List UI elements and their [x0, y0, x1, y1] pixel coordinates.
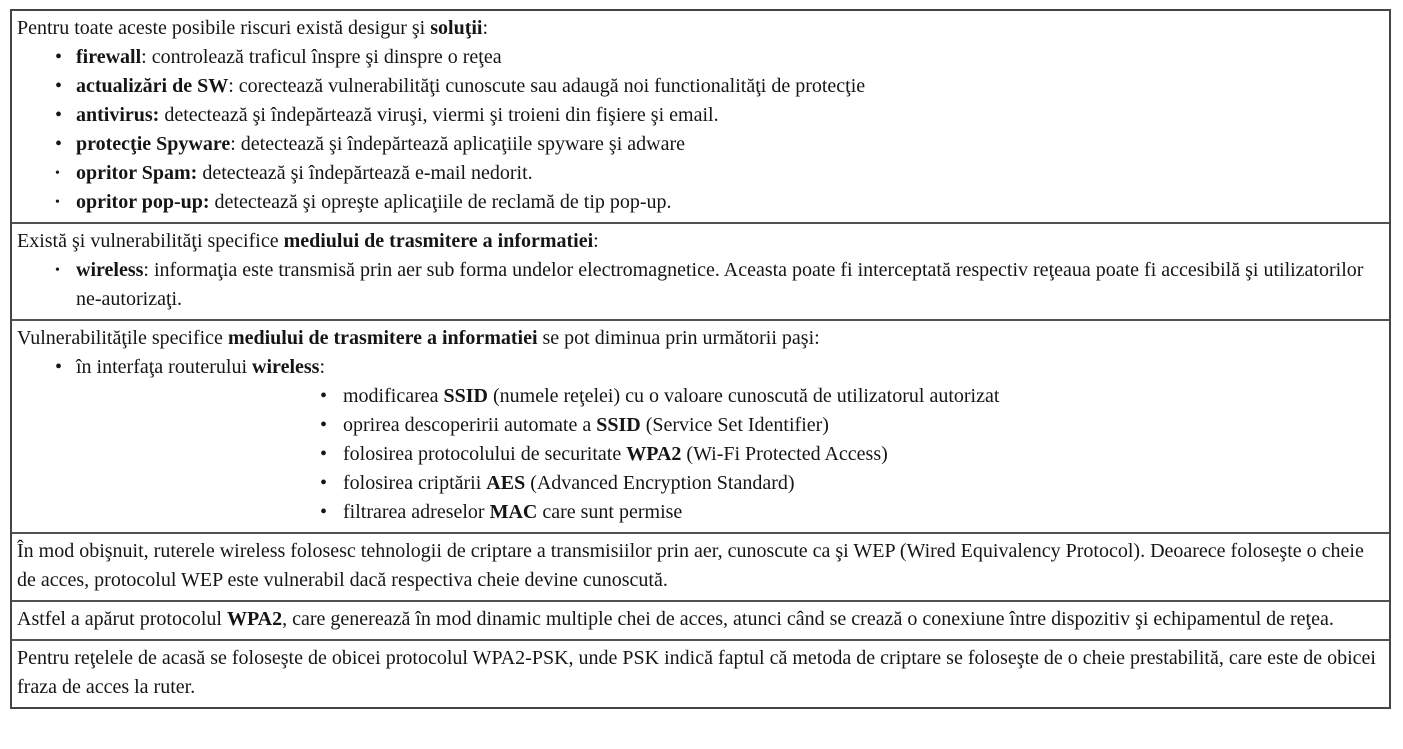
- list-item-antivirus: • antivirus: detectează şi îndepărtează viruşi, viermi şi troieni din fişiere şi email.: [17, 101, 1379, 130]
- wpa2-psk-paragraph: Pentru reţelele de acasă se foloseşte de obicei protocolul WPA2-PSK, unde PSK indică faptul că metoda de criptare se foloseşte de o cheie prestabilită, care este de obicei fraza de acces la ruter.: [17, 647, 1376, 698]
- wep-paragraph: În mod obişnuit, ruterele wireless folosesc tehnologii de criptare a transmisiilor prin aer, cunoscute ca şi WEP (Wired Equivalency Protocol). Deoarece foloseşte o cheie de acces, protocolul WEP este vulnerabil dacă respectiva cheie devine cunoscută.: [17, 540, 1364, 591]
- transmission-bullet-list: [17, 256, 1379, 314]
- list-item-spyware-protection: • protecţie Spyware: detectează şi îndepărtează aplicaţiile spyware şi adware: [17, 130, 1379, 159]
- row-wep: [12, 532, 1389, 600]
- list-item-popup-blocker: • opritor pop-up: detectează şi opreşte aplicaţiile de reclamă de tip pop-up.: [17, 188, 1379, 217]
- row-wpa2: [12, 600, 1389, 639]
- mitigation-steps-intro: Vulnerabilităţile specifice mediului de trasmitere a informatiei se pot diminua prin următorii paşi:: [17, 327, 820, 349]
- list-item-software-updates: • actualizări de SW: corectează vulnerabilităţi cunoscute sau adaugă noi functionalităţi de protecţie: [17, 72, 1379, 101]
- row-mitigation-steps: [12, 319, 1389, 532]
- row-wpa2-psk: [12, 639, 1389, 707]
- transmission-vulnerabilities-intro: Există şi vulnerabilităţi specifice mediului de trasmitere a informatiei:: [17, 230, 599, 252]
- list-item-mac-filtering: • filtrarea adreselor MAC care sunt permise: [17, 498, 1379, 527]
- list-item-router-interface: • în interfaţa routerului wireless:: [17, 353, 1379, 382]
- list-item-spam-blocker: • opritor Spam: detectează şi îndepărtează e-mail nedorit.: [17, 159, 1379, 188]
- list-item-use-aes: • folosirea criptării AES (Advanced Encryption Standard): [17, 469, 1379, 498]
- solutions-intro: Pentru toate aceste posibile riscuri există desigur şi soluţii:: [17, 17, 489, 39]
- mitigation-sub-bullet-list: [17, 382, 1379, 527]
- list-item-firewall: • firewall: controlează traficul înspre şi dinspre o reţea: [17, 43, 1379, 72]
- row-solutions: [12, 11, 1389, 222]
- wpa2-paragraph: Astfel a apărut protocolul WPA2, care generează în mod dinamic multiple chei de acces, atunci când se crează o conexiune între dispozitiv şi echipamentul de reţea.: [17, 608, 1334, 630]
- list-item-use-wpa2: • folosirea protocolului de securitate WPA2 (Wi-Fi Protected Access): [17, 440, 1379, 469]
- list-item-modify-ssid: • modificarea SSID (numele reţelei) cu o valoare cunoscută de utilizatorul autorizat: [17, 382, 1379, 411]
- list-item-disable-ssid-broadcast: • oprirea descoperirii automate a SSID (Service Set Identifier): [17, 411, 1379, 440]
- mitigation-bullet-list: [17, 353, 1379, 382]
- row-transmission-vulnerabilities: [12, 222, 1389, 319]
- list-item-wireless: • wireless: informaţia este transmisă prin aer sub forma undelor electromagnetice. Aceasta poate fi interceptată respectiv reţeaua poate fi accesibilă şi utilizatorilor ne-autorizaţi.: [17, 256, 1379, 314]
- solutions-bullet-list: [17, 43, 1379, 217]
- security-notes-table: [10, 9, 1391, 709]
